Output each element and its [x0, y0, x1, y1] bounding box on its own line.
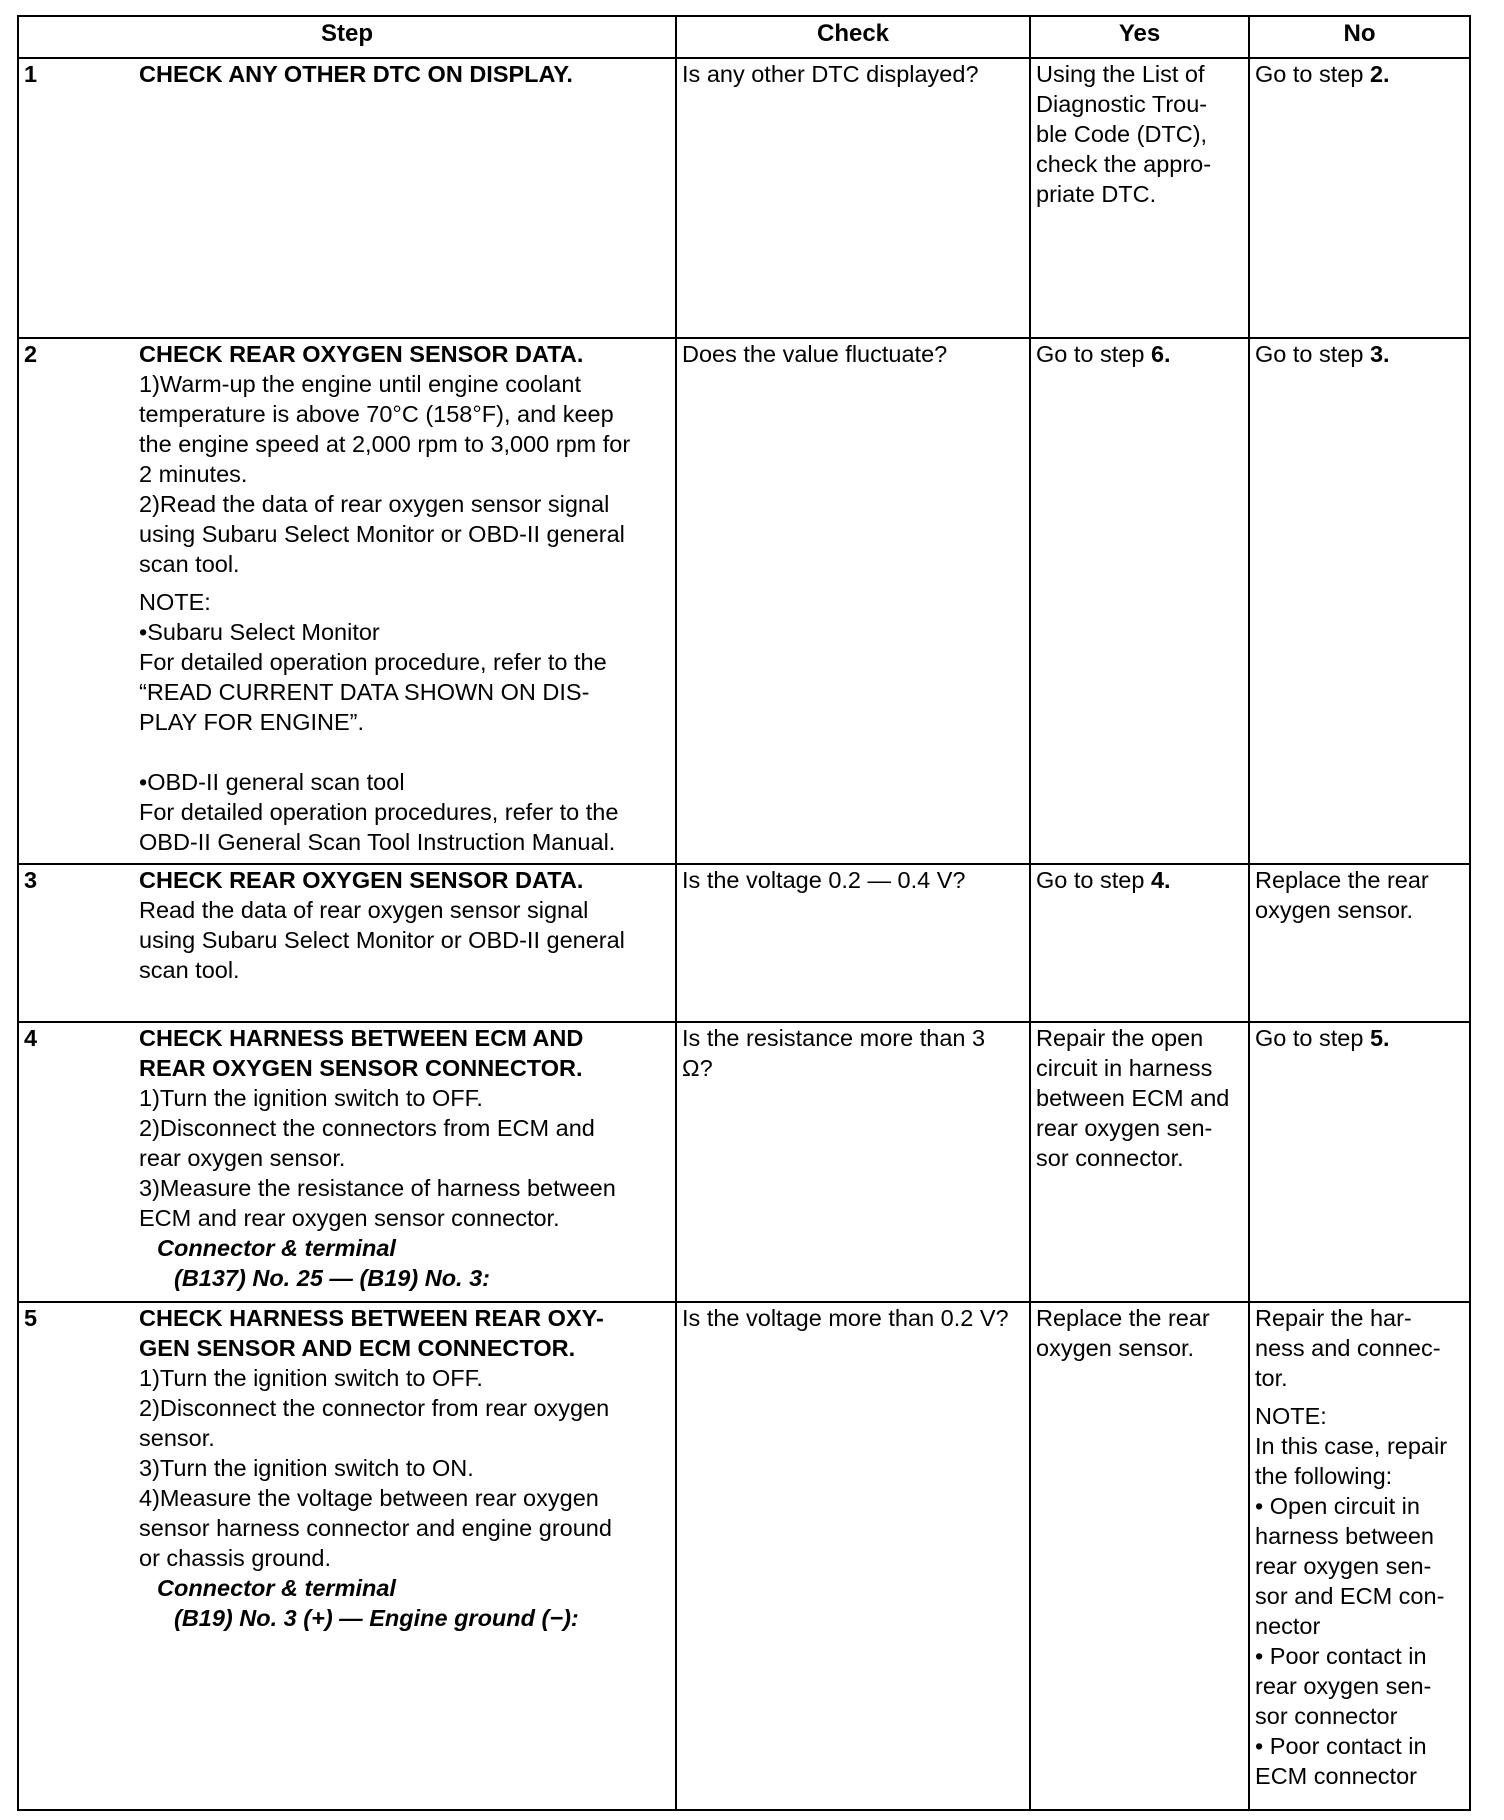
check-question: Is any other DTC displayed?	[682, 61, 979, 87]
note-line: • Poor contact in	[1255, 1643, 1427, 1669]
table-row-step-1	[18, 58, 1470, 338]
note-line: ECM connector	[1255, 1763, 1417, 1789]
step-number: 2	[18, 338, 134, 864]
yes-line: Replace the rear	[1036, 1305, 1210, 1331]
step-title: CHECK HARNESS BETWEEN ECM AND	[139, 1025, 584, 1051]
yes-cell	[1030, 58, 1249, 338]
yes-line: oxygen sensor.	[1036, 1335, 1195, 1361]
step-description	[134, 864, 676, 1022]
instruction-line: 1)Turn the ignition switch to OFF.	[139, 1365, 483, 1391]
note-line: •Subaru Select Monitor	[139, 619, 380, 645]
instruction-line: scan tool.	[139, 957, 240, 983]
header-check: Check	[676, 16, 1030, 58]
yes-text: Go to step	[1036, 341, 1151, 367]
note-line: “READ CURRENT DATA SHOWN ON DIS-	[139, 679, 590, 705]
step-title: CHECK REAR OXYGEN SENSOR DATA.	[139, 341, 584, 367]
note-line: •OBD-II general scan tool	[139, 769, 405, 795]
header-row	[18, 16, 1470, 58]
check-cell	[676, 864, 1030, 1022]
yes-line: Using the List of	[1036, 61, 1205, 87]
instruction-line: 4)Measure the voltage between rear oxygen	[139, 1485, 599, 1511]
yes-line: priate DTC.	[1036, 181, 1157, 207]
yes-cell	[1030, 864, 1249, 1022]
header-no: No	[1249, 16, 1470, 58]
note-line: For detailed operation procedures, refer to the	[139, 799, 619, 825]
note-label: NOTE:	[1255, 1403, 1327, 1429]
table-row-step-4	[18, 1022, 1470, 1302]
instruction-line: temperature is above 70°C (158°F), and keep	[139, 401, 614, 427]
check-cell	[676, 58, 1030, 338]
no-line: tor.	[1255, 1365, 1288, 1391]
no-cell	[1249, 338, 1470, 864]
terminal-spec: (B19) No. 3 (+) — Engine ground (−):	[174, 1605, 579, 1631]
check-cell	[676, 1022, 1030, 1302]
step-title: REAR OXYGEN SENSOR CONNECTOR.	[139, 1055, 583, 1081]
check-cell	[676, 338, 1030, 864]
yes-cell	[1030, 1302, 1249, 1810]
note-line: the following:	[1255, 1463, 1393, 1489]
note-line: • Poor contact in	[1255, 1733, 1427, 1759]
instruction-line: using Subaru Select Monitor or OBD-II general	[139, 927, 625, 953]
check-question: Does the value fluctuate?	[682, 341, 948, 367]
no-line: ness and connec-	[1255, 1335, 1441, 1361]
no-text: Go to step	[1255, 61, 1370, 87]
note-line: harness between	[1255, 1523, 1434, 1549]
step-number: 3	[18, 864, 134, 1022]
step-reference: 4.	[1150, 867, 1171, 893]
step-title: CHECK ANY OTHER DTC ON DISPLAY.	[139, 61, 573, 87]
instruction-line: sensor.	[139, 1425, 215, 1451]
instruction-line: 1)Warm-up the engine until engine coolant	[139, 371, 581, 397]
instruction-line: 2)Disconnect the connectors from ECM and	[139, 1115, 595, 1141]
check-question: Is the voltage more than 0.2 V?	[682, 1305, 1009, 1331]
check-question: Is the resistance more than 3	[682, 1025, 986, 1051]
connector-label: Connector & terminal	[157, 1575, 396, 1601]
note-line: rear oxygen sen-	[1255, 1673, 1432, 1699]
step-description	[134, 58, 676, 338]
no-cell	[1249, 58, 1470, 338]
instruction-line: rear oxygen sensor.	[139, 1145, 346, 1171]
note-line: OBD-II General Scan Tool Instruction Manual.	[139, 829, 616, 855]
instruction-line: 3)Turn the ignition switch to ON.	[139, 1455, 474, 1481]
note-line: In this case, repair	[1255, 1433, 1448, 1459]
step-number: 4	[18, 1022, 134, 1302]
yes-line: rear oxygen sen-	[1036, 1115, 1213, 1141]
instruction-line: 1)Turn the ignition switch to OFF.	[139, 1085, 483, 1111]
terminal-spec: (B137) No. 25 — (B19) No. 3:	[174, 1265, 491, 1291]
note-label: NOTE:	[139, 589, 211, 615]
yes-line: sor connector.	[1036, 1145, 1184, 1171]
step-reference: 2.	[1369, 61, 1390, 87]
table-row-step-3	[18, 864, 1470, 1022]
header-yes: Yes	[1030, 16, 1249, 58]
step-title: GEN SENSOR AND ECM CONNECTOR.	[139, 1335, 576, 1361]
yes-line: circuit in harness	[1036, 1055, 1213, 1081]
note-line: nector	[1255, 1613, 1321, 1639]
check-question: Is the voltage 0.2 — 0.4 V?	[682, 867, 966, 893]
instruction-line: using Subaru Select Monitor or OBD-II general	[139, 521, 625, 547]
instruction-line: scan tool.	[139, 551, 240, 577]
note-line: sor connector	[1255, 1703, 1398, 1729]
step-title: CHECK REAR OXYGEN SENSOR DATA.	[139, 867, 584, 893]
step-reference: 5.	[1369, 1025, 1390, 1051]
note-line: sor and ECM con-	[1255, 1583, 1445, 1609]
no-line: oxygen sensor.	[1255, 897, 1414, 923]
check-question: Ω?	[682, 1055, 713, 1081]
instruction-line: 2)Read the data of rear oxygen sensor signal	[139, 491, 610, 517]
spacer	[139, 737, 670, 767]
yes-cell	[1030, 1022, 1249, 1302]
no-cell	[1249, 1302, 1470, 1810]
yes-line: Repair the open	[1036, 1025, 1204, 1051]
instruction-line: sensor harness connector and engine ground	[139, 1515, 612, 1541]
no-text: Go to step	[1255, 341, 1370, 367]
step-reference: 3.	[1369, 341, 1390, 367]
step-description	[134, 1302, 676, 1810]
instruction-line: 3)Measure the resistance of harness between	[139, 1175, 616, 1201]
step-title: CHECK HARNESS BETWEEN REAR OXY-	[139, 1305, 604, 1331]
note-line: PLAY FOR ENGINE”.	[139, 709, 365, 735]
no-text: Go to step	[1255, 1025, 1370, 1051]
no-line: Replace the rear	[1255, 867, 1429, 893]
no-line: Repair the har-	[1255, 1305, 1412, 1331]
header-step: Step	[18, 16, 676, 58]
table-row-step-2	[18, 338, 1470, 864]
instruction-line: the engine speed at 2,000 rpm to 3,000 rpm for	[139, 431, 631, 457]
instruction-line: 2)Disconnect the connector from rear oxygen	[139, 1395, 610, 1421]
instruction-line: Read the data of rear oxygen sensor signal	[139, 897, 589, 923]
yes-line: check the appro-	[1036, 151, 1212, 177]
note-line: • Open circuit in	[1255, 1493, 1420, 1519]
note-line: rear oxygen sen-	[1255, 1553, 1432, 1579]
no-cell	[1249, 1022, 1470, 1302]
yes-line: Diagnostic Trou-	[1036, 91, 1208, 117]
yes-text: Go to step	[1036, 867, 1151, 893]
no-cell	[1249, 864, 1470, 1022]
instruction-line: ECM and rear oxygen sensor connector.	[139, 1205, 560, 1231]
step-number: 1	[18, 58, 134, 338]
note-line: For detailed operation procedure, refer to the	[139, 649, 607, 675]
step-description	[134, 1022, 676, 1302]
step-number: 5	[18, 1302, 134, 1810]
step-description	[134, 338, 676, 864]
connector-label: Connector & terminal	[157, 1235, 396, 1261]
yes-line: ble Code (DTC),	[1036, 121, 1208, 147]
instruction-line: or chassis ground.	[139, 1545, 332, 1571]
yes-cell	[1030, 338, 1249, 864]
step-reference: 6.	[1150, 341, 1171, 367]
table-row-step-5	[18, 1302, 1470, 1810]
instruction-line: 2 minutes.	[139, 461, 248, 487]
diagnostic-table	[17, 15, 1471, 1811]
check-cell	[676, 1302, 1030, 1810]
yes-line: between ECM and	[1036, 1085, 1230, 1111]
